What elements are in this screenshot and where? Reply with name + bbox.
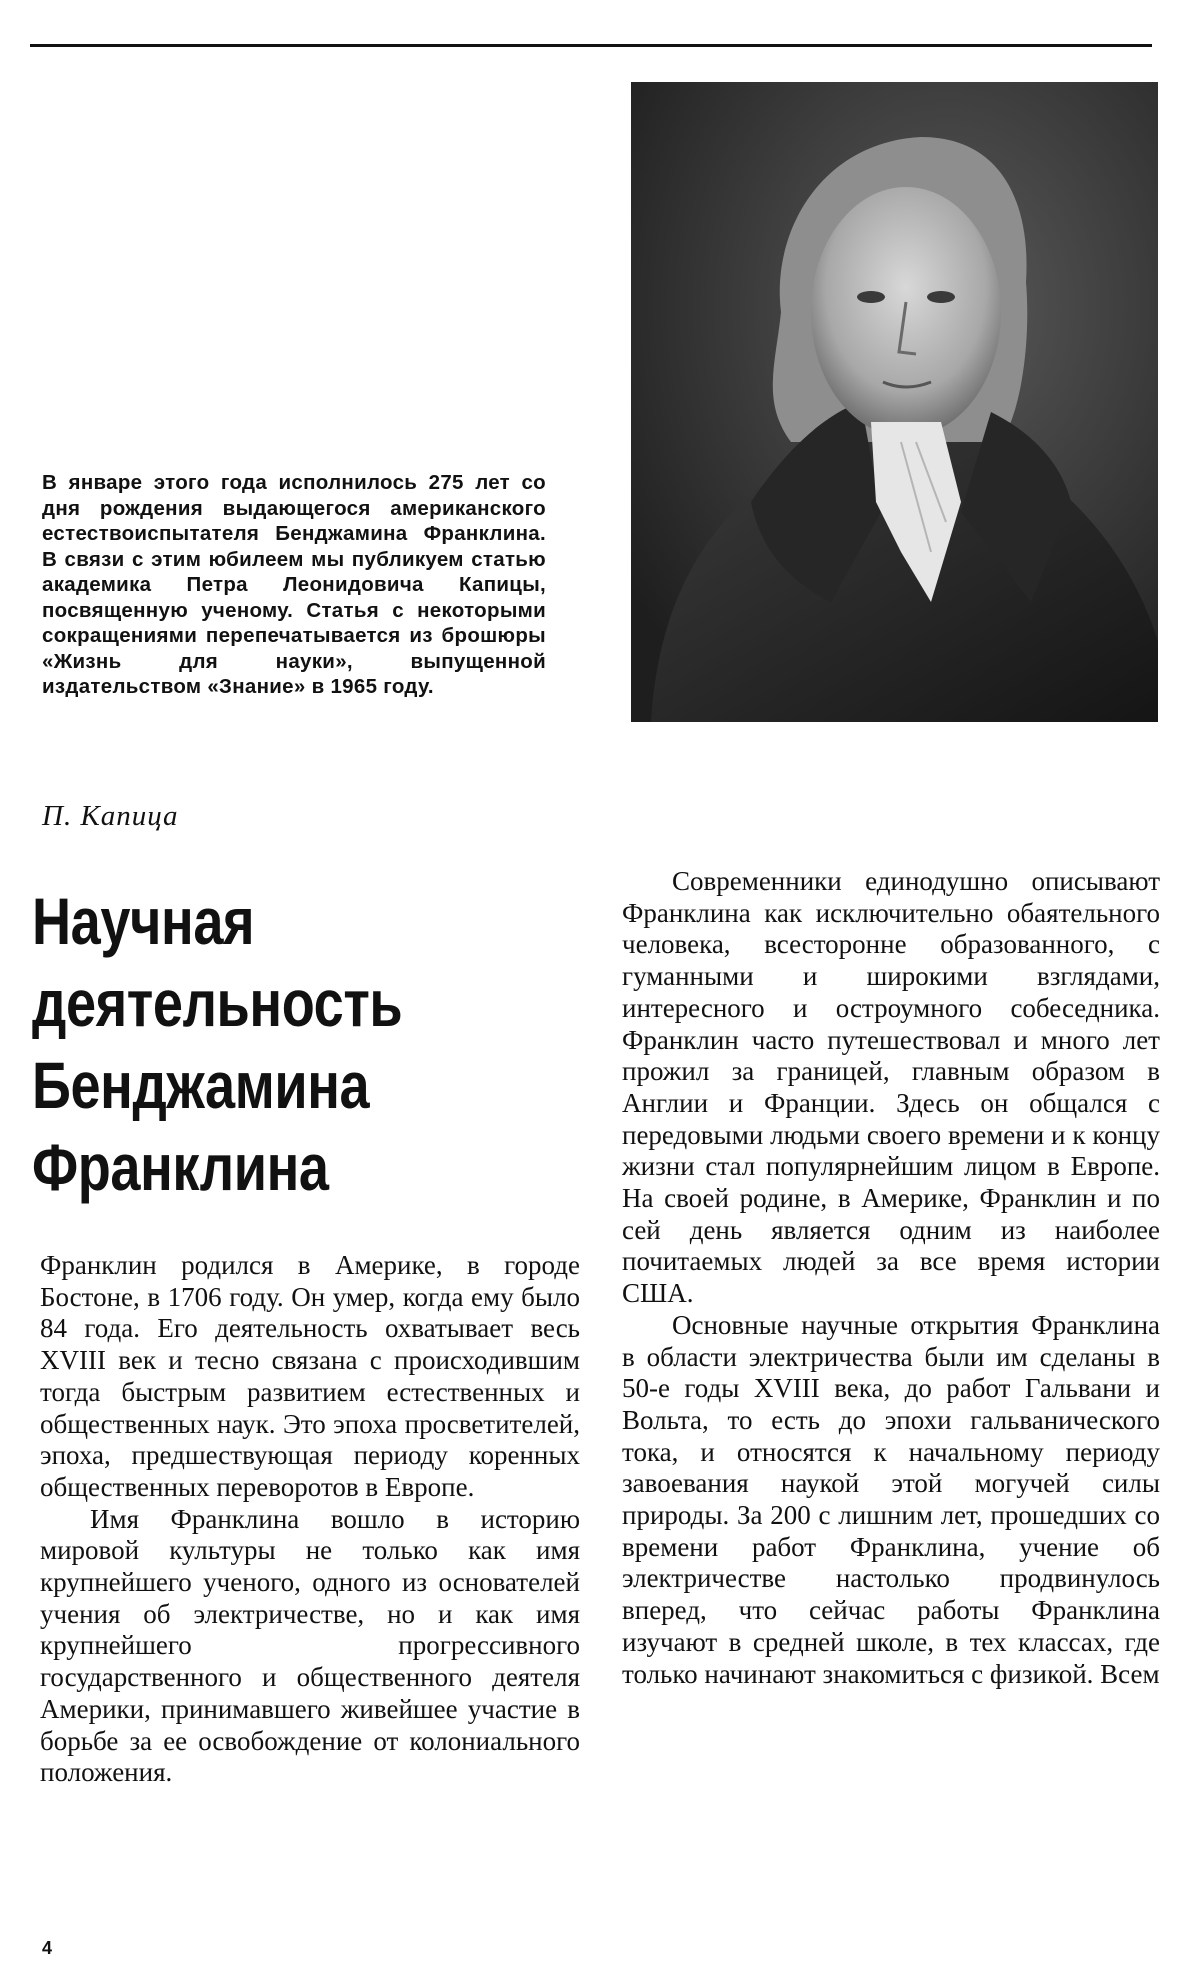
body-paragraph: Имя Франклина вошло в историю мировой культуры не только как имя крупнейшего ученого, одного из основателей учения об электричестве, но и как имя крупнейшего прогрессивного государственного и общественного деятеля Америки, принимавшего живейшее участие в борьбе за ее освобождение от колониального положения.: [40, 1503, 580, 1788]
intro-paragraph: В январе этого года исполнилось 275 лет со дня рождения выдающегося американского естествоиспытателя Бенджамина Франклина. В связи с этим юбилеем мы публикуем статью академика Петра Леонидовича Капицы, посвященную ученому. Статья с некоторыми сокращениями перепечатывается из брошюры «Жизнь для науки», выпущенной издательством «Знание» в 1965 году.: [42, 471, 546, 698]
article-title: [32, 880, 491, 1208]
franklin-portrait: [631, 82, 1158, 722]
title-line: деятельность: [32, 966, 403, 1040]
left-column: [40, 1250, 580, 1789]
title-line: Бенджамина: [32, 1048, 370, 1122]
body-paragraph: Современники единодушно описывают Франклина как исключительно обаятельного человека, всесторонне образованного, с гуманными и широкими взглядами, интересного и остроумного собеседника. Франклин часто путешествовал и много лет прожил за границей, главным образом в Англии и Франции. Здесь он общался с передовыми людьми своего времени и к концу жизни стал популярнейшим лицом в Европе. На своей родине, в Америке, Франклин и по сей день является одним из наиболее почитаемых людей за все время истории США.: [622, 866, 1160, 1309]
top-rule: [30, 44, 1152, 47]
right-column: [622, 866, 1160, 1690]
page-number: 4: [42, 1938, 53, 1958]
body-paragraph: Основные научные открытия Франклина в области электричества были им сделаны в 50-е годы XVIII века, до работ Гальвани и Вольта, то есть до эпохи гальванического тока, и относятся к начальному периоду завоевания наукой этой могучей силы природы. За 200 с лишним лет, прошедших со времени работ Франклина, учение об электричестве настолько продвинулось вперед, что сейчас работы Франклина изучают в средней школе, в тех классах, где только начинают знакомиться с физикой. Всем: [622, 1309, 1160, 1689]
portrait-illustration: [631, 82, 1158, 722]
title-line: Научная: [32, 884, 255, 958]
body-paragraph: Франклин родился в Америке, в городе Бостоне, в 1706 году. Он умер, когда ему было 84 года. Его деятельность охватывает весь XVIII век и тесно связана с происходившим тогда быстрым развитием естественных и общественных наук. Это эпоха просветителей, эпоха, предшествующая периоду коренных общественных переворотов в Европе.: [40, 1250, 580, 1502]
author-name: П. Капица: [42, 800, 179, 832]
title-line: Франклина: [32, 1130, 329, 1204]
